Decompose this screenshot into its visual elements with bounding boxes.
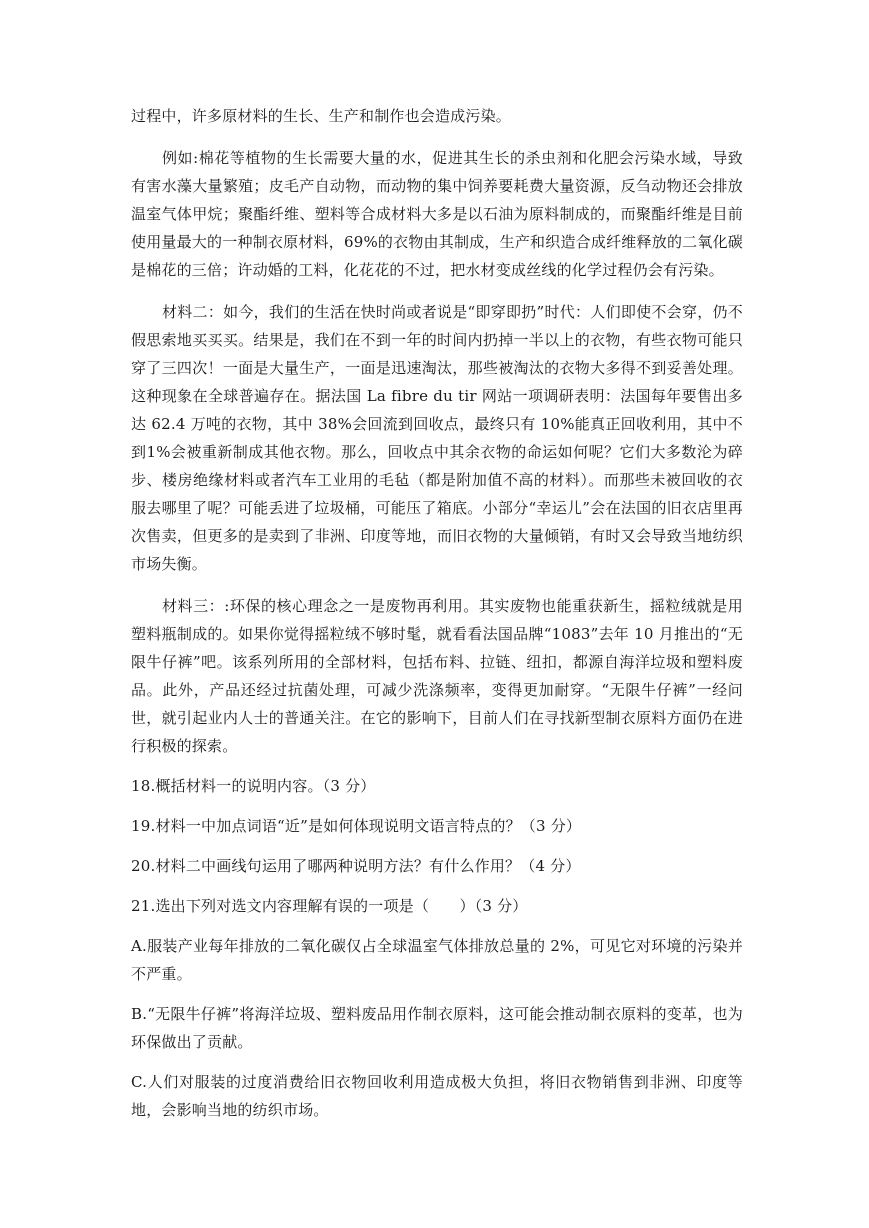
question-20: 20.材料二中画线句运用了哪两种说明方法？有什么作用？（4 分） xyxy=(131,857,581,875)
option-c: C.人们对服装的过度消费给旧衣物回收利用造成极大负担，将旧衣物销售到非洲、印度等地，会影响当地的纺织市场。 xyxy=(131,1073,743,1119)
question-21: 21.选出下列对选文内容理解有误的一项是（ ）（3 分） xyxy=(131,897,528,915)
document-page xyxy=(131,102,743,1124)
paragraph-material-3: 材料三：:环保的核心理念之一是废物再利用。其实废物也能重获新生，摇粒绒就是用塑料瓶制成的。如果你觉得摇粒绒不够时髦，就看看法国品牌“1083”去年 10 月推出的“无限牛仔裤”吧。该系列所用的全部材料，包括布料、拉链、纽扣，都源自海洋垃圾和塑料废品。此外，产品还经过抗菌处理，可减少洗涤频率，变得更加耐穿。“无限牛仔裤”一经问世，就引起业内人士的普通关注。在它的影响下，目前人们在寻找新型制衣原料方面仍在进行积极的探索。 xyxy=(131,597,743,755)
option-b: B.“无限牛仔裤”将海洋垃圾、塑料废品用作制衣原料，这可能会推动制衣原料的变革，也为环保做出了贡献。 xyxy=(131,1005,743,1051)
question-18: 18.概括材料一的说明内容。（3 分） xyxy=(131,777,376,795)
paragraph-continuation: 过程中，许多原材料的生长、生产和制作也会造成污染。 xyxy=(131,107,512,125)
paragraph-example: 例如:棉花等植物的生长需要大量的水，促进其生长的杀虫剂和化肥会污染水域，导致有害水藻大量繁殖；皮毛产自动物，而动物的集中饲养要耗费大量资源，反刍动物还会排放温室气体甲烷；聚酯纤维、塑料等合成材料大多是以石油为原料制成的，而聚酯纤维是目前使用量最大的一种制衣原材料，69%的衣物由其制成，生产和织造合成纤维释放的二氧化碳是棉花的三倍；许动婚的工料，化花花的不过，把水材变成丝线的化学过程仍会有污染。 xyxy=(131,149,743,279)
paragraph-material-2: 材料二：如今，我们的生活在快时尚或者说是“即穿即扔”时代：人们即使不会穿，仍不假思索地买买买。结果是，我们在不到一年的时间内扔掉一半以上的衣物，有些衣物可能只穿了三四次！一面是大量生产，一面是迅速淘汰，那些被淘汰的衣物大多得不到妥善处理。这种现象在全球普遍存在。据法国 La fibre du tir 网站一项调研表明：法国每年要售出多达 62.4 万吨的衣物，其中 38%会回流到回收点，最终只有 10%能真正回收利用，其中不到1%会被重新制成其他衣物。那么，回收点中其余衣物的命运如何呢？它们大多数沦为碎步、楼房绝缘材料或者汽车工业用的毛毡（都是附加值不高的材料）。而那些未被回收的衣服去哪里了呢？可能丢进了垃圾桶，可能压了箱底。小部分“幸运儿”会在法国的旧衣店里再次售卖，但更多的是卖到了非洲、印度等地，而旧衣物的大量倾销，有时又会导致当地纺织市场失衡。 xyxy=(131,303,743,573)
option-a: A.服装产业每年排放的二氧化碳仅占全球温室气体排放总量的 2%，可见它对环境的污染并不严重。 xyxy=(131,937,743,983)
question-19: 19.材料一中加点词语“近”是如何体现说明文语言特点的？（3 分） xyxy=(131,817,582,835)
